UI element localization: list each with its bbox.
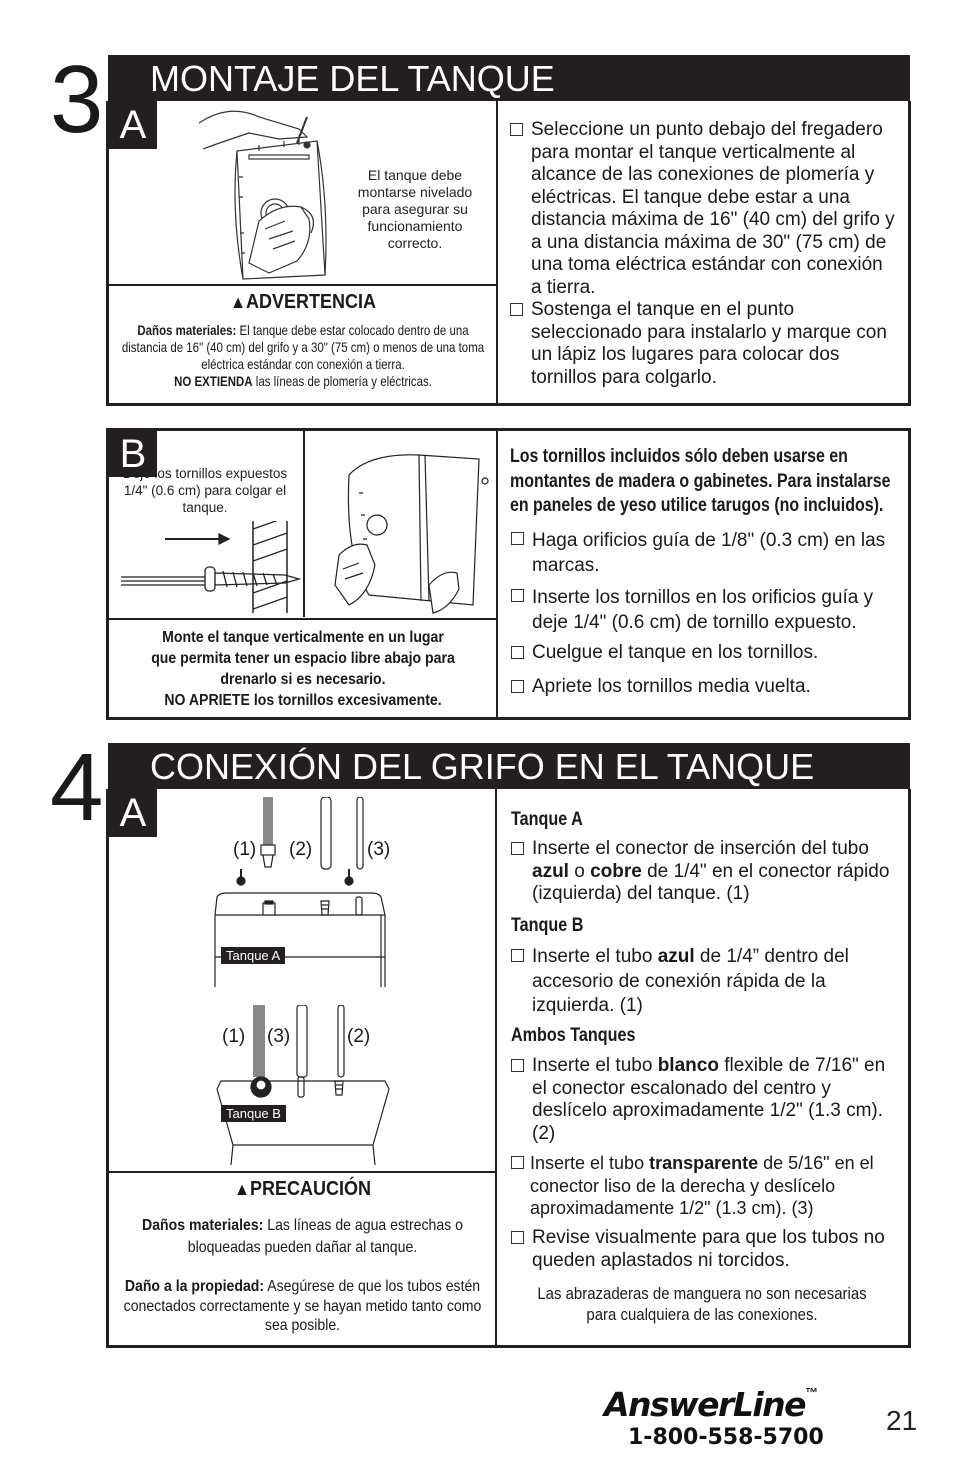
warning-heading bbox=[128, 291, 477, 314]
panel-4a-letter: A bbox=[109, 789, 157, 837]
step-3b-item-3: Cuelgue el tanque en los tornillos. bbox=[511, 642, 899, 665]
checkbox[interactable] bbox=[511, 842, 524, 855]
tank-a-labels bbox=[233, 839, 256, 861]
warning-lead: Daños materiales: bbox=[137, 322, 237, 338]
caution-heading bbox=[128, 1178, 476, 1201]
tank-a-name: Tanque A bbox=[221, 947, 285, 964]
page-number: 21 bbox=[886, 1405, 918, 1436]
step-4a-item-b1: Inserte el tubo azul de 1/4” dentro del accesorio de conexión rápida de la izquierda. (1) bbox=[511, 945, 899, 1019]
step-3b-item-1: Haga orificios guía de 1/8" (0.3 cm) en las marcas. bbox=[511, 528, 899, 578]
step-4-number: 4 bbox=[50, 734, 104, 841]
note-line-3: drenarlo si es necesario. bbox=[220, 671, 386, 688]
panel-3b-caption: Deje los tornillos expuestos 1/4" (0.6 cm) para colgar el tanque. bbox=[122, 466, 288, 515]
subhead-tank-a: Tanque A bbox=[511, 809, 583, 830]
caution-body-2: Daño a la propiedad: Asegúrese de que los tubos estén conectados correctamente y se hayan metido tanto como sea posible. bbox=[123, 1278, 482, 1334]
step-3a-item-2: Sostenga el tanque en el punto seleccionado para instalarlo y marque con un lápiz los lugares para colocar dos tornillos para colgarlo. bbox=[510, 299, 898, 389]
warning-title: ADVERTENCIA bbox=[246, 291, 377, 313]
tank-b-name: Tanque B bbox=[221, 1105, 286, 1122]
step-4-title: CONEXIÓN DEL GRIFO EN EL TANQUE bbox=[108, 743, 910, 791]
warning-triangle-icon: ▲ bbox=[233, 1179, 251, 1199]
step-3b-item-2: Inserte los tornillos en los orificios guía y deje 1/4" (0.6 cm) de tornillo expuesto. bbox=[511, 585, 899, 635]
tank-b-label-1: (1) bbox=[222, 1026, 246, 1047]
tank-a-label-1: (1) bbox=[233, 839, 257, 860]
step-3-number: 3 bbox=[50, 46, 104, 153]
step-4a-item-c3: Revise visualmente para que los tubos no queden aplastados ni torcidos. bbox=[511, 1227, 899, 1272]
checkbox[interactable] bbox=[510, 303, 523, 316]
checkbox[interactable] bbox=[511, 949, 524, 962]
caution-title: PRECAUCIÓN bbox=[250, 1178, 372, 1200]
checkbox[interactable] bbox=[511, 680, 524, 693]
warning-triangle-icon: ▲ bbox=[229, 292, 247, 312]
panel-3a-letter: A bbox=[109, 101, 157, 149]
tank-mount-illustration bbox=[189, 103, 359, 281]
subhead-both-tanks: Ambos Tanques bbox=[511, 1025, 636, 1046]
hang-tank-illustration bbox=[309, 445, 493, 617]
checkbox[interactable] bbox=[511, 532, 524, 545]
tank-a-label-2: (2) bbox=[289, 839, 313, 860]
step-4a-item-c2: Inserte el tubo transparente de 5/16" en el conector liso de la derecha y deslícelo aproximadamente 1/2" (1.3 cm). (3) bbox=[511, 1152, 899, 1220]
note-line-1: Monte el tanque verticalmente en un lugar bbox=[162, 629, 444, 646]
panel-3b-letter: B bbox=[109, 431, 157, 477]
screw-illustration bbox=[119, 521, 301, 613]
panel-4a bbox=[106, 789, 911, 1348]
subhead-tank-b: Tanque B bbox=[511, 915, 584, 936]
tank-b-label-3: (2) bbox=[347, 1026, 371, 1047]
panel-3b bbox=[106, 428, 911, 720]
panel-3a bbox=[106, 101, 911, 406]
brand-logo bbox=[604, 1385, 844, 1424]
note-line-2: que permita tener un espacio libre abajo para bbox=[151, 650, 455, 667]
phone-number: 1-800-558-5700 bbox=[628, 1425, 824, 1450]
checkbox[interactable] bbox=[511, 589, 524, 602]
brand-name: AnswerLine bbox=[604, 1385, 806, 1424]
step-3a-item-1: Seleccione un punto debajo del fregadero para montar el tanque verticalmente al alcance de las conexiones de plomería y eléctricas. El tanque debe estar a una distancia máxima de 16" (40 cm) del grifo y a una distancia máxima de 30" (75 cm) de una toma eléctrica estándar con conexión a tierra. bbox=[510, 119, 898, 299]
step-4a-item-a1: Inserte el conector de inserción del tubo azul o cobre de 1/4" en el conector rápido (izquierda) del tanque. (1) bbox=[511, 838, 899, 906]
panel-3b-intro: Los tornillos incluidos sólo deben usarse en montantes de madera o gabinetes. Para instalarse en paneles de yeso utilice tarugos (no incluidos). bbox=[510, 446, 891, 516]
panel-3a-caption: El tanque debe montarse nivelado para asegurar su funcionamiento correcto. bbox=[357, 167, 473, 251]
caution-body-1: Daños materiales: Las líneas de agua estrechas o bloqueadas pueden dañar al tanque. bbox=[142, 1217, 463, 1256]
note-line-4: NO APRIETE los tornillos excesivamente. bbox=[164, 692, 442, 709]
checkbox[interactable] bbox=[510, 123, 523, 136]
checkbox[interactable] bbox=[511, 1059, 524, 1072]
warning-text2: las líneas de plomería y eléctricas. bbox=[252, 373, 432, 389]
step-3b-item-4: Apriete los tornillos media vuelta. bbox=[511, 676, 899, 699]
step-3-title: MONTAJE DEL TANQUE bbox=[108, 55, 910, 103]
warning-text: El tanque debe estar colocado dentro de una distancia de 16" (40 cm) del grifo y a 30" (75 cm) o menos de una toma eléctrica estándar con conexión a tierra. bbox=[121, 322, 485, 372]
tank-b-label-2: (3) bbox=[267, 1026, 291, 1047]
warning-body bbox=[121, 322, 485, 390]
warning-bold2: NO EXTIENDA bbox=[174, 373, 253, 389]
tank-a-label-3: (3) bbox=[367, 839, 391, 860]
checkbox[interactable] bbox=[511, 1156, 524, 1169]
brand-tm: ™ bbox=[805, 1385, 819, 1400]
checkbox[interactable] bbox=[511, 646, 524, 659]
checkbox[interactable] bbox=[511, 1231, 524, 1244]
panel-3b-note bbox=[120, 627, 486, 711]
step-4a-item-c1: Inserte el tubo blanco flexible de 7/16" en el conector escalonado del centro y deslícelo aproximadamente 1/2" (1.3 cm). (2) bbox=[511, 1055, 899, 1145]
footnote: Las abrazaderas de manguera no son necesarias para cualquiera de las conexiones. bbox=[537, 1284, 867, 1324]
